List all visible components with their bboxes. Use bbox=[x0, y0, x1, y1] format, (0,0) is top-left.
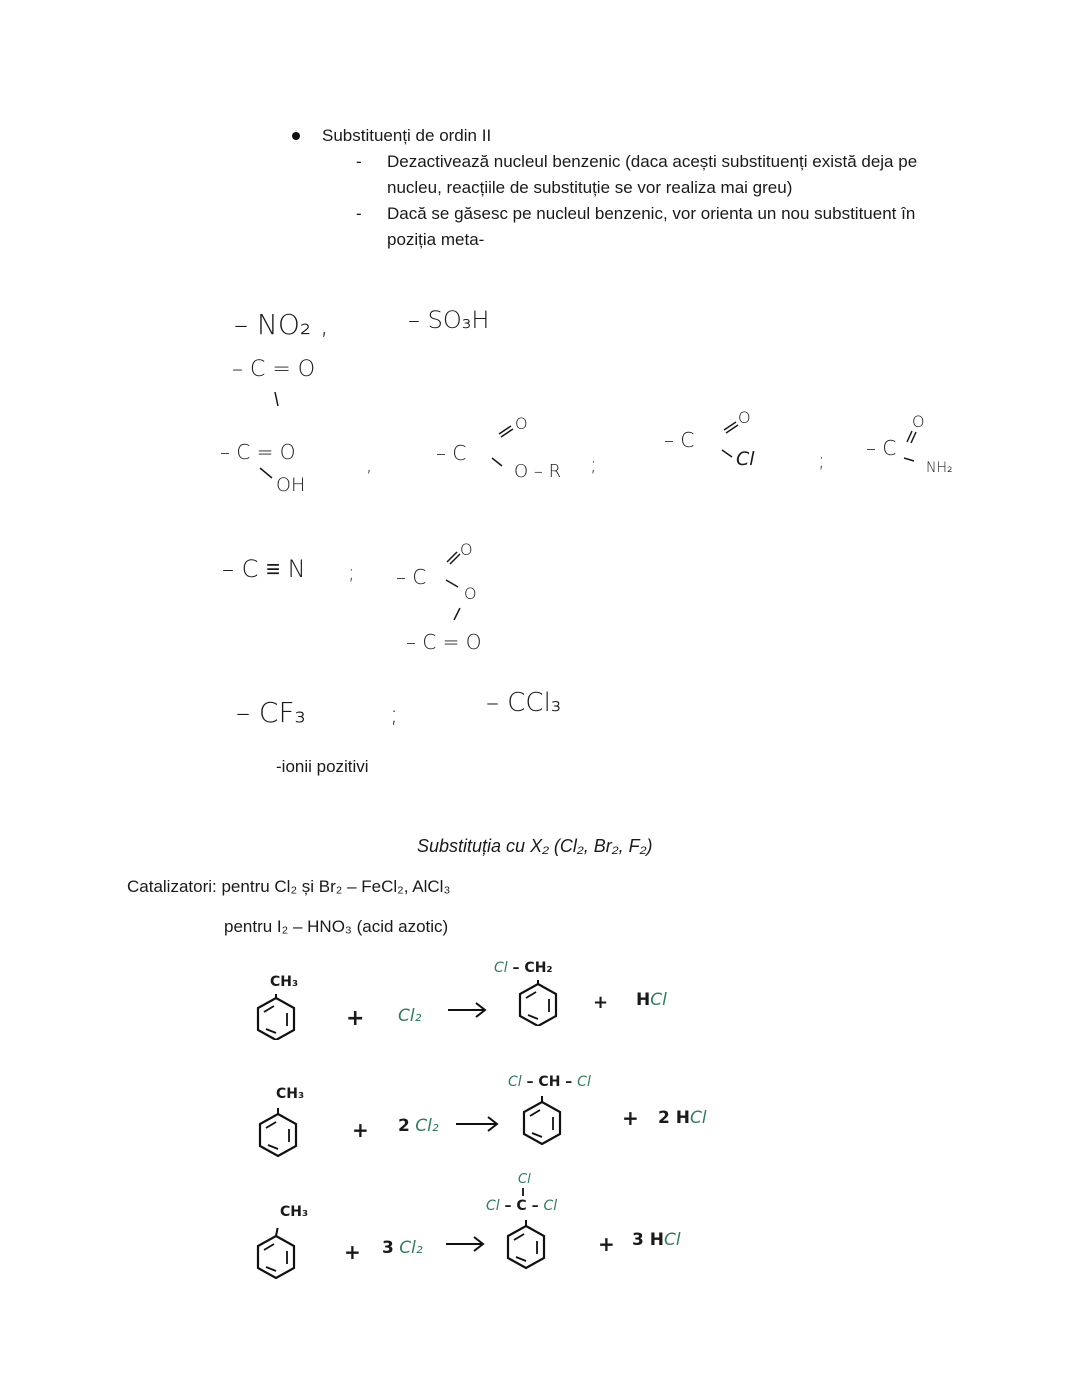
reaction2-product-ring-icon bbox=[522, 1096, 566, 1146]
reaction1-plus-2: + bbox=[593, 992, 609, 1013]
reaction2-plus-2: + bbox=[622, 1106, 639, 1130]
point1-line1: Dezactivează nucleul benzenic (daca acești substituenți există deja pe bbox=[387, 152, 918, 171]
reaction2-reactant-substituent: CH₃ bbox=[276, 1086, 305, 1102]
reaction3-plus-2: + bbox=[598, 1232, 615, 1256]
amide-single-bond bbox=[902, 456, 918, 464]
nitro-group: – NO₂ , bbox=[234, 308, 329, 341]
ester-oxygen: O bbox=[515, 414, 528, 433]
separator: ; bbox=[390, 700, 399, 728]
separator: , bbox=[366, 452, 373, 476]
amide-oxygen: O bbox=[912, 412, 925, 431]
ester-double-bond bbox=[497, 422, 517, 438]
reaction3-toluene-ring-icon bbox=[256, 1228, 300, 1280]
reaction1-product-ring-icon bbox=[518, 980, 562, 1026]
reaction3-product-substituent: Cl – C – Cl bbox=[486, 1198, 558, 1214]
dash-marker: - bbox=[356, 152, 362, 171]
nitrile-group: – C ≡ N bbox=[222, 555, 306, 583]
point2-line1: Dacă se găsesc pe nucleul benzenic, vor orienta un nou substituent în bbox=[387, 204, 916, 223]
reaction3-product-ring-icon bbox=[506, 1220, 550, 1270]
separator: ; bbox=[348, 560, 355, 584]
anhydride-o2: O bbox=[464, 584, 477, 603]
reaction2-byproduct: 2 HCl bbox=[658, 1108, 707, 1128]
reaction3-byproduct: 3 HCl bbox=[632, 1230, 681, 1250]
carbonyl-group: – C = O bbox=[232, 357, 316, 382]
anhydride-bond-to-c2 bbox=[450, 606, 464, 624]
acyl-chloride-cl: Cl bbox=[736, 448, 755, 470]
reaction1-arrow-icon bbox=[446, 1000, 490, 1020]
acyl-chloride-oxygen: O bbox=[738, 408, 751, 427]
carboxyl-group: – C = O bbox=[220, 440, 296, 464]
ester-group-c: – C bbox=[436, 441, 467, 465]
reaction3-reactant-substituent: CH₃ bbox=[280, 1204, 309, 1220]
reaction2-reagent: 2 Cl₂ bbox=[398, 1116, 439, 1136]
sulfonic-group: – SO₃H bbox=[408, 306, 490, 334]
reaction2-plus: + bbox=[352, 1118, 369, 1142]
carbonyl-bond-line bbox=[272, 390, 282, 410]
catalysts-line1: Catalizatori: pentru Cl₂ și Br₂ – FeCl₂, AlCl₃ bbox=[127, 877, 451, 896]
reaction3-reagent: 3 Cl₂ bbox=[382, 1238, 423, 1258]
separator: ; bbox=[590, 452, 597, 476]
ester-or: O – R bbox=[514, 461, 562, 482]
reaction2-arrow-icon bbox=[454, 1114, 502, 1134]
amide-c: – C bbox=[866, 436, 897, 460]
anhydride-bond-to-o2 bbox=[444, 578, 464, 590]
catalysts-line2: pentru I₂ – HNO₃ (acid azotic) bbox=[224, 917, 449, 936]
amide-nh2: NH₂ bbox=[926, 460, 953, 476]
point2-line2: poziția meta- bbox=[387, 230, 485, 249]
reaction3-product-top-bond bbox=[520, 1188, 526, 1198]
ester-single-bond bbox=[490, 456, 510, 472]
reaction1-toluene-ring-icon bbox=[256, 994, 300, 1040]
carboxyl-bond-line bbox=[258, 466, 278, 482]
reaction3-arrow-icon bbox=[444, 1234, 488, 1254]
point1-line2: nucleu, reacțiile de substituție se vor realiza mai greu) bbox=[387, 178, 793, 197]
reaction1-plus: + bbox=[346, 1006, 365, 1031]
anhydride-o1: O bbox=[460, 540, 473, 559]
anhydride-c1: – C bbox=[396, 565, 427, 589]
acyl-chloride-c: – C bbox=[664, 428, 695, 452]
halogenation-title: Substituția cu X₂ (Cl₂, Br₂, F₂) bbox=[417, 836, 653, 856]
acyl-chloride-single-bond bbox=[720, 448, 736, 460]
trifluoromethyl-group: – CF₃ bbox=[236, 696, 306, 729]
reaction3-plus: + bbox=[344, 1240, 361, 1264]
separator: ; bbox=[818, 448, 825, 472]
trichloromethyl-group: – CCl₃ bbox=[486, 688, 562, 718]
reaction1-byproduct: HCl bbox=[636, 990, 667, 1010]
reaction1-product-substituent: Cl – CH₂ bbox=[494, 960, 553, 976]
reaction1-reagent: Cl₂ bbox=[398, 1006, 422, 1026]
carboxyl-oh: OH bbox=[276, 474, 306, 496]
reaction1-reactant-substituent: CH₃ bbox=[270, 974, 299, 990]
bullet-title: Substituenți de ordin II bbox=[322, 126, 492, 145]
positive-ions-note: -ionii pozitivi bbox=[276, 757, 369, 776]
reaction3-product-top-cl: Cl bbox=[518, 1172, 531, 1187]
reaction2-product-substituent: Cl – CH – Cl bbox=[508, 1074, 591, 1090]
dash-marker: - bbox=[356, 204, 362, 223]
anhydride-c2: – C = O bbox=[406, 630, 482, 654]
reaction2-toluene-ring-icon bbox=[258, 1108, 302, 1158]
bullet-icon bbox=[292, 132, 300, 140]
